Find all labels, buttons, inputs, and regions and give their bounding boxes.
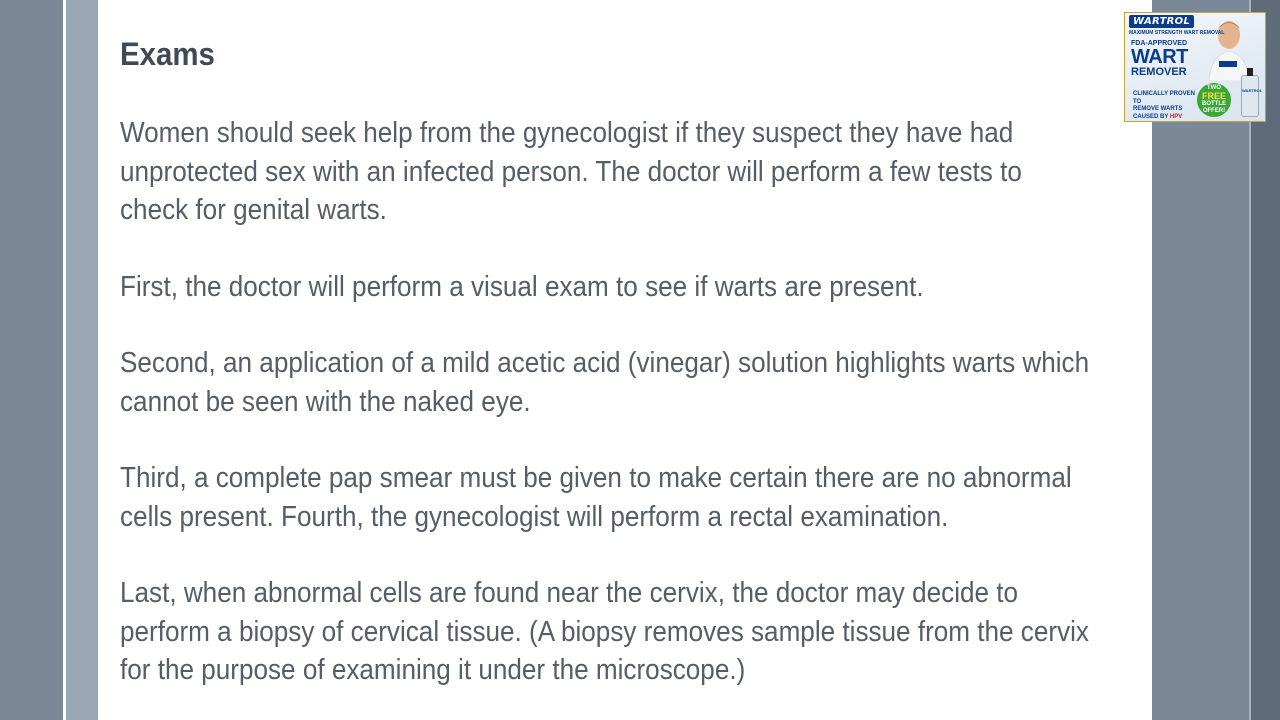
free-bottle-badge [1197, 83, 1231, 117]
paragraph-second: Second, an application of a mild acetic acid (vinegar) solution highlights warts which cannot be seen with the naked eye. [120, 347, 1090, 418]
ad-tagline: MAXIMUM STRENGTH WART REMOVAL [1129, 30, 1225, 36]
man-portrait-icon [1207, 17, 1251, 81]
ad-claim-prefix: CAUSED BY [1133, 113, 1170, 120]
ad-claim-line-1: CLINICALLY PROVEN TO [1133, 91, 1196, 105]
badge-line-1: TWO [1207, 85, 1221, 91]
paragraph-third: Third, a complete pap smear must be given to make certain there are no abnormal cells present. Fourth, the gynecologist will perform a rectal examination. [120, 462, 1072, 533]
paragraph-last: Last, when abnormal cells are found near the cervix, the doctor may decide to perform a biopsy of cervical tissue. (A biopsy removes sample tissue from the cervix for the purpose of examining it under the microscope.) [120, 577, 1089, 686]
ad-claim-text [1133, 91, 1199, 121]
ad-claim-highlight: HPV [1169, 113, 1183, 120]
ad-claim-line-3 [1133, 114, 1199, 122]
paragraph-first: First, the doctor will perform a visual exam to see if warts are present. [120, 270, 924, 303]
slide-title: Exams [120, 36, 215, 72]
badge-line-4: OFFER! [1202, 108, 1226, 114]
ad-claim-line-2: REMOVE WARTS [1133, 106, 1183, 112]
ad-fda-label: FDA-APPROVED [1131, 40, 1188, 47]
left-inner-band [66, 0, 98, 720]
left-border-band [0, 0, 63, 720]
product-bottle-icon [1241, 75, 1263, 117]
slide-content [98, 0, 1152, 720]
badge-line-3: BOTTLE [1202, 101, 1226, 107]
wartrol-ad-banner[interactable] [1124, 12, 1266, 122]
bottle-label: WARTROL [1242, 88, 1263, 93]
ad-brand-logo: WARTROL [1129, 15, 1194, 28]
paragraph-intro: Women should seek help from the gynecologist if they suspect they have had unprotected sex with an infected person. The doctor will perform a few tests to check for genital warts. [120, 117, 1022, 226]
ad-headline-wart: WART [1131, 46, 1188, 68]
slide-body [120, 114, 1092, 720]
badge-line-2: FREE [1201, 91, 1226, 101]
ad-headline-remover: REMOVER [1131, 66, 1187, 78]
